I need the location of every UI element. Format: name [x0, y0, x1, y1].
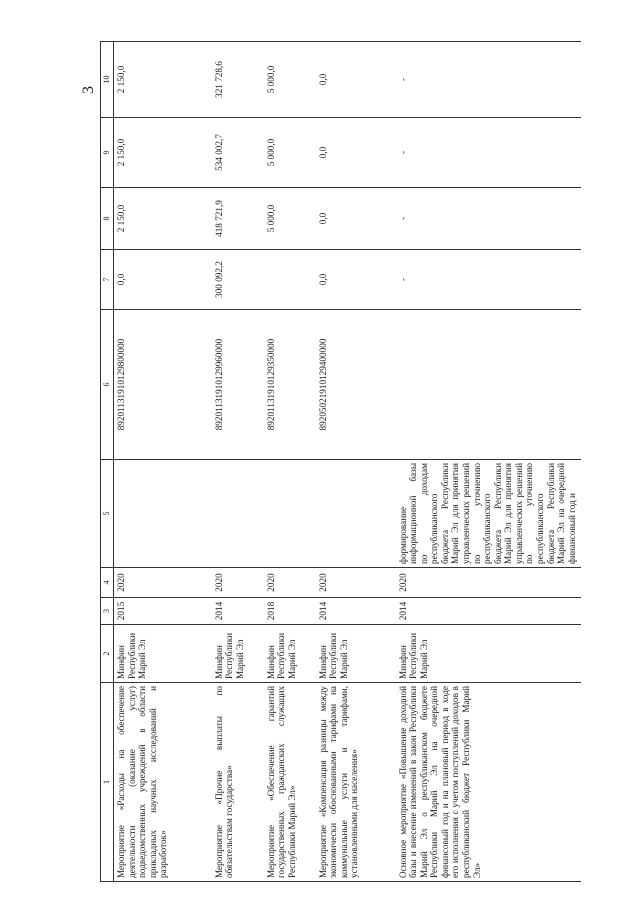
executor: Минфин Республики Марий Эл — [212, 625, 264, 683]
value-col10: 321 728,6 — [212, 42, 264, 118]
col-number: 8 — [101, 188, 114, 250]
col-number: 3 — [101, 598, 114, 625]
col-number: 9 — [101, 118, 114, 188]
value-col10: 5 000,0 — [264, 42, 316, 118]
budget-code: 89201131910129960000 — [212, 310, 264, 460]
expected-result: формирование информационной базы по доходам республиканского бюджета Республики Марий Эл для принятия управленческих решений по уточнению республиканского бюджета Республики Марий Эл для принятия управленческих решений по уточнению республиканского бюджета Республики Марий Эл на очередной финансовый год и — [396, 460, 582, 568]
col-number: 6 — [101, 310, 114, 460]
value-col9: 534 002,7 — [212, 118, 264, 188]
col-number: 7 — [101, 250, 114, 310]
value-col10: - — [396, 42, 582, 118]
start-year: 2018 — [264, 598, 316, 625]
value-col9: - — [396, 118, 582, 188]
budget-code — [396, 310, 582, 460]
value-col7: 300 092,2 — [212, 250, 264, 310]
value-col8: 418 721,9 — [212, 188, 264, 250]
value-col7 — [264, 250, 316, 310]
expected-result — [316, 460, 396, 568]
table-row — [316, 42, 396, 882]
col-number: 2 — [101, 625, 114, 683]
start-year: 2014 — [212, 598, 264, 625]
col-number: 4 — [101, 568, 114, 598]
value-col7: - — [396, 250, 582, 310]
end-year: 2020 — [316, 568, 396, 598]
measure-name: Основное мероприятие «Повышение доходной базы и внесение изменений в закон Республики Марий Эл о республиканском бюджете Республики Марий Эл на очередной финансовый год и на плановый период в ходе его исполнения с учетом поступлений доходов в республиканский бюджет Республики Марий Эл» — [396, 683, 582, 882]
end-year: 2020 — [114, 568, 212, 598]
col-number: 5 — [101, 460, 114, 568]
value-col8: - — [396, 188, 582, 250]
expected-result — [264, 460, 316, 568]
value-col10: 2 150,0 — [114, 42, 212, 118]
end-year: 2020 — [396, 568, 582, 598]
value-col8: 2 150,0 — [114, 188, 212, 250]
value-col9: 5 000,0 — [264, 118, 316, 188]
budget-code: 89205021910129400000 — [316, 310, 396, 460]
col-number: 10 — [101, 42, 114, 118]
value-col10: 0,0 — [316, 42, 396, 118]
table-row — [264, 42, 316, 882]
executor: Минфин Республики Марий Эл — [396, 625, 582, 683]
column-number-row — [101, 42, 114, 882]
budget-code: 89201131910129350000 — [264, 310, 316, 460]
measure-name: Мероприятие «Компенсация разницы между экономически обоснованными тарифами на коммунальные услуги и тарифами, установленными для населения» — [316, 683, 396, 882]
table-row — [212, 42, 264, 882]
start-year: 2014 — [316, 598, 396, 625]
value-col8: 0,0 — [316, 188, 396, 250]
expected-result — [114, 460, 212, 568]
value-col9: 0,0 — [316, 118, 396, 188]
executor: Минфин Республики Марий Эл — [316, 625, 396, 683]
measure-name: Мероприятие «Прочие выплаты по обязательствам государства» — [212, 683, 264, 882]
executor: Минфин Республики Марий Эл — [264, 625, 316, 683]
col-number: 1 — [101, 683, 114, 882]
page-number: 3 — [80, 86, 97, 94]
value-col7: 0,0 — [114, 250, 212, 310]
measure-name: Мероприятие «Обеспечение гарантий государственных гражданских служащих Республики Марий Эл» — [264, 683, 316, 882]
start-year: 2014 — [396, 598, 582, 625]
value-col9: 2 150,0 — [114, 118, 212, 188]
table-row — [396, 42, 582, 882]
executor: Минфин Республики Марий Эл — [114, 625, 212, 683]
measure-name: Мероприятие «Расходы на обеспечение деятельности (оказание услуг) подведомственных учреждений в области прикладных научных исследований и разработок» — [114, 683, 212, 882]
end-year: 2020 — [264, 568, 316, 598]
budget-code: 89201131910129800000 — [114, 310, 212, 460]
start-year: 2015 — [114, 598, 212, 625]
table-row — [114, 42, 212, 882]
program-measures-table — [100, 41, 581, 882]
expected-result — [212, 460, 264, 568]
value-col7: 0,0 — [316, 250, 396, 310]
end-year: 2020 — [212, 568, 264, 598]
value-col8: 5 000,0 — [264, 188, 316, 250]
